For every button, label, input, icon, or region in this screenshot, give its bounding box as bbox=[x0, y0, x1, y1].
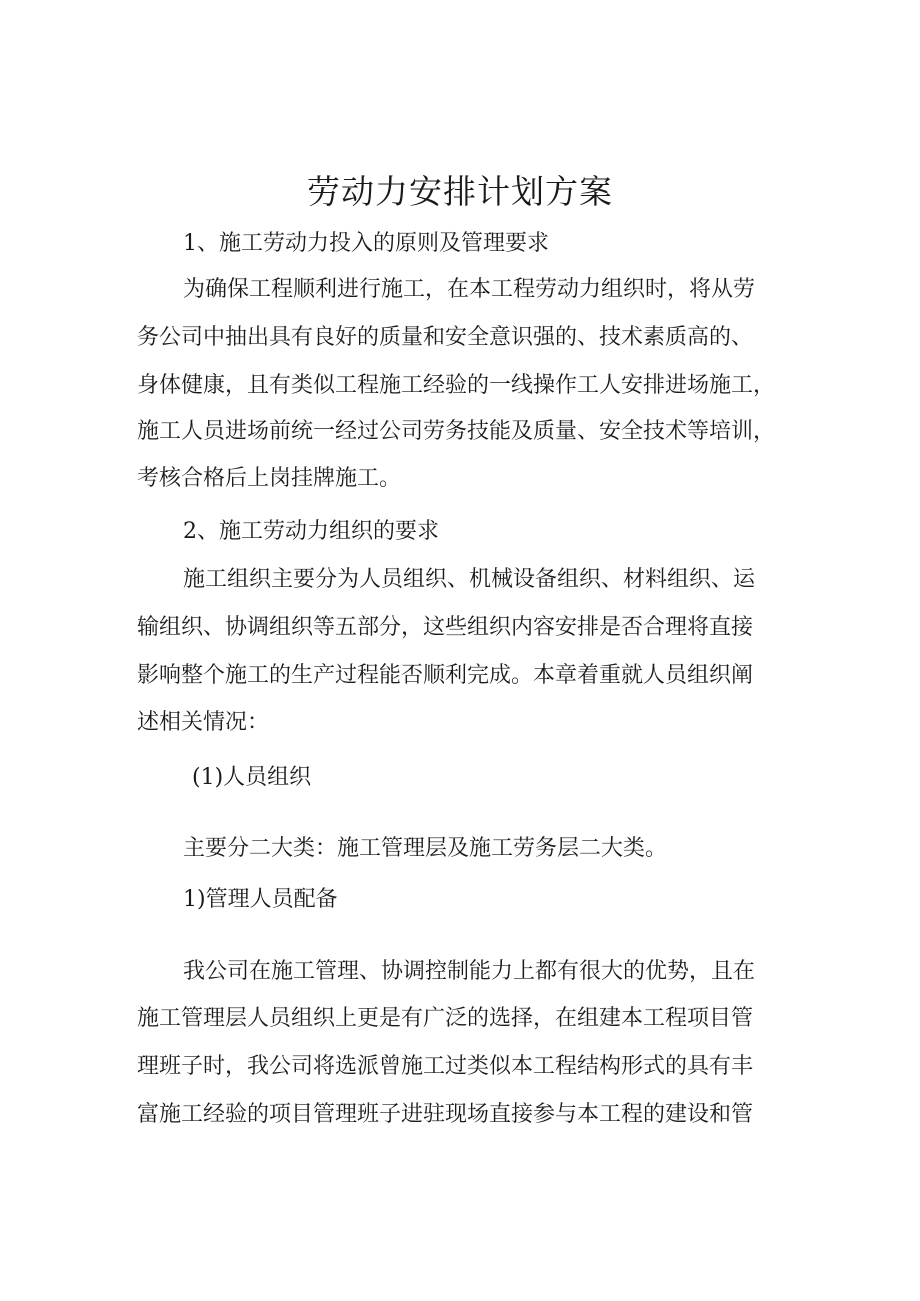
subsection-paragraph-line: 富施工经验的项目管理班子进驻现场直接参与本工程的建设和管 bbox=[137, 1102, 754, 1127]
document-title: 劳动力安排计划方案 bbox=[307, 172, 613, 211]
section-1-heading: 1、施工劳动力投入的原则及管理要求 bbox=[183, 231, 549, 256]
section-1-paragraph-line: 为确保工程顺利进行施工，在本工程劳动力组织时，将从劳 bbox=[183, 277, 756, 302]
subsection-paragraph-line: 理班子时，我公司将选派曾施工过类似本工程结构形式的具有丰 bbox=[137, 1054, 754, 1079]
section-1-paragraph-line: 身体健康，且有类似工程施工经验的一线操作工人安排进场施工， bbox=[137, 373, 776, 398]
section-2-paragraph-line: 影响整个施工的生产过程能否顺利完成。本章着重就人员组织阐 bbox=[137, 663, 754, 688]
section-1-paragraph-line: 施工人员进场前统一经过公司劳务技能及质量、安全技术等培训， bbox=[137, 419, 776, 444]
subsection-1-1-heading: 1)管理人员配备 bbox=[183, 887, 338, 912]
subsection-paragraph-line: 我公司在施工管理、协调控制能力上都有很大的优势，且在 bbox=[183, 959, 756, 984]
section-2-paragraph-line: 输组织、协调组织等五部分，这些组织内容安排是否合理将直接 bbox=[137, 615, 754, 640]
section-1-paragraph-line: 考核合格后上岗挂牌施工。 bbox=[137, 466, 402, 491]
section-2-heading: 2、施工劳动力组织的要求 bbox=[183, 519, 439, 544]
subsection-1-text: 主要分二大类：施工管理层及施工劳务层二大类。 bbox=[183, 836, 668, 861]
subsection-1-heading: (1)人员组织 bbox=[192, 765, 312, 790]
section-2-paragraph-line: 述相关情况： bbox=[137, 710, 270, 735]
section-1-paragraph-line: 务公司中抽出具有良好的质量和安全意识强的、技术素质高的、 bbox=[137, 325, 754, 350]
section-2-paragraph-line: 施工组织主要分为人员组织、机械设备组织、材料组织、运 bbox=[183, 567, 756, 592]
subsection-paragraph-line: 施工管理层人员组织上更是有广泛的选择，在组建本工程项目管 bbox=[137, 1006, 754, 1031]
